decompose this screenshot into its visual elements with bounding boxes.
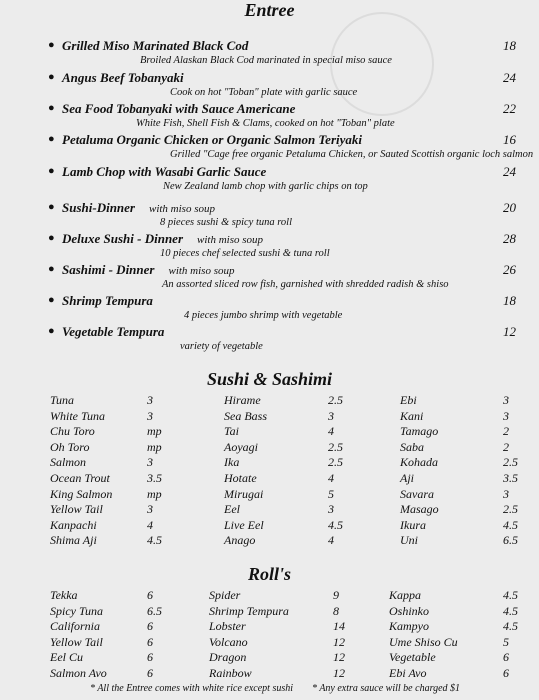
rolls-item-name: Dragon (209, 650, 247, 665)
entree-name (62, 293, 167, 309)
footer-note-rice: * All the Entree comes with white rice except sushi (90, 683, 294, 694)
entree-name-text: Petaluma Organic Chicken or Organic Salmon Teriyaki (62, 132, 362, 147)
bullet-icon: ● (48, 201, 55, 213)
entree-description: Broiled Alaskan Black Cod marinated in special miso sauce (140, 55, 392, 66)
entree-price: 24 (503, 70, 516, 85)
sushi-item-price: mp (147, 439, 162, 454)
entree-subnote: with miso soup (148, 203, 215, 215)
rolls-item-price: 6 (147, 650, 153, 665)
sushi-item-name: Salmon (50, 455, 86, 470)
rolls-item-name: Salmon Avo (50, 666, 107, 680)
rolls-item-name: Yellow Tail (50, 634, 103, 649)
sushi-item-name: Tuna (50, 393, 75, 407)
sushi-item-name: Chu Toro (50, 424, 95, 439)
entree-name (62, 231, 263, 247)
sushi-sashimi-heading: Sushi & Sashimi (206, 369, 333, 389)
sushi-item-price: mp (147, 424, 162, 439)
entree-description: Cook on hot "Toban" plate with garlic sauce (170, 87, 358, 98)
sushi-item-name: Live Eel (224, 517, 264, 532)
rolls-item-price: 4.5 (503, 619, 518, 634)
entree-row (0, 293, 539, 311)
entree-row (0, 200, 539, 218)
sushi-item-price: 3 (328, 502, 334, 517)
bullet-icon: ● (48, 71, 55, 83)
rolls-item-name: Vegetable (389, 650, 436, 665)
rolls-item-price: 9 (333, 588, 339, 602)
sushi-item-name: Kanpachi (50, 517, 97, 532)
entree-price: 28 (503, 231, 516, 246)
entree-description: An assorted sliced row fish, garnished with shredded radish & shiso (162, 279, 449, 290)
sushi-item-name: Shima Aji (50, 533, 97, 548)
rolls-item-name: Shrimp Tempura (209, 603, 289, 618)
sushi-item-price: 3 (503, 408, 509, 423)
entree-name (62, 200, 215, 216)
sushi-item-name: King Salmon (50, 486, 113, 501)
sushi-item-name: Hirame (224, 393, 261, 407)
sushi-item-price: 2.5 (328, 393, 343, 407)
rolls-item-price: 6 (503, 666, 509, 680)
bullet-icon: ● (48, 294, 55, 306)
entree-row (0, 38, 539, 56)
footer-note-sauce: * Any extra sauce will be charged $1 (312, 683, 461, 694)
bullet-icon: ● (48, 133, 55, 145)
entree-price: 26 (503, 262, 516, 277)
rolls-item-price: 5 (503, 634, 509, 649)
entree-name (62, 164, 280, 180)
sushi-item-name: Oh Toro (50, 439, 90, 454)
entree-price: 18 (503, 293, 516, 308)
sushi-item-name: Sea Bass (224, 408, 267, 423)
rolls-item-price: 6 (503, 650, 509, 665)
sushi-item-price: 3 (503, 393, 509, 407)
entree-subnote: with miso soup (168, 265, 235, 277)
sushi-item-price: 5 (328, 486, 334, 501)
entree-description: 4 pieces jumbo shrimp with vegetable (184, 310, 343, 321)
rolls-item-price: 6.5 (147, 603, 162, 618)
entree-row (0, 70, 539, 88)
rolls-item-name: Tekka (50, 588, 78, 602)
sushi-item-price: 3 (147, 393, 153, 407)
sushi-item-name: Ika (224, 455, 240, 470)
entree-name (62, 70, 198, 86)
entree-price: 18 (503, 38, 516, 53)
bullet-icon: ● (48, 263, 55, 275)
sushi-item-name: Eel (224, 502, 240, 517)
entree-price: 16 (503, 132, 516, 147)
entree-row (0, 101, 539, 119)
sushi-item-price: 2 (503, 424, 509, 439)
entree-name-text: Deluxe Sushi - Dinner (62, 231, 183, 246)
sushi-item-price: 4 (328, 471, 334, 485)
entree-description: 8 pieces sushi & spicy tuna roll (160, 217, 293, 228)
bullet-icon: ● (48, 165, 55, 177)
entree-name-text: Grilled Miso Marinated Black Cod (62, 38, 249, 53)
sushi-item-price: 4 (147, 517, 153, 532)
rolls-item-price: 12 (333, 650, 345, 665)
rolls-item-name: Spicy Tuna (50, 603, 103, 618)
rolls-item-name: California (50, 619, 101, 634)
sushi-item-price: 3.5 (503, 471, 518, 485)
entree-row (0, 164, 539, 182)
entree-name (62, 324, 178, 340)
entree-name-text: Sea Food Tobanyaki with Sauce Americane (62, 101, 296, 116)
rolls-item-name: Spider (209, 588, 241, 602)
rolls-item-name: Ebi Avo (389, 666, 427, 680)
sushi-item-name: Ocean Trout (50, 471, 110, 485)
rolls-item-name: Kappa (389, 588, 422, 602)
rolls-item-price: 4.5 (503, 603, 518, 618)
sushi-item-price: 4.5 (503, 517, 518, 532)
sushi-item-name: Aoyagi (224, 439, 258, 454)
sushi-item-name: Tamago (400, 424, 439, 439)
entree-description: Grilled "Cage free organic Petaluma Chicken, or Sauted Scottish organic loch salmon (170, 149, 534, 160)
entree-row (0, 132, 539, 150)
entree-name (62, 262, 235, 278)
entree-row (0, 262, 539, 280)
sushi-item-name: Anago (224, 533, 256, 548)
rolls-item-name: Oshinko (389, 603, 429, 618)
entree-price: 24 (503, 164, 516, 179)
sushi-item-price: 3 (147, 455, 153, 470)
entree-name-text: Shrimp Tempura (62, 293, 153, 308)
sushi-item-price: 6.5 (503, 533, 518, 548)
sushi-item-name: Ebi (400, 393, 417, 407)
sushi-item-name: Mirugai (224, 486, 264, 501)
entree-subnote: with miso soup (197, 234, 264, 246)
rolls-item-price: 4.5 (503, 588, 518, 602)
sushi-item-name: Kani (400, 408, 424, 423)
bullet-icon: ● (48, 102, 55, 114)
sushi-item-price: 4 (328, 424, 334, 439)
entree-row (0, 324, 539, 342)
sushi-item-price: 2.5 (328, 439, 343, 454)
sushi-item-name: Yellow Tail (50, 502, 103, 517)
sushi-item-name: Ikura (400, 517, 426, 532)
sushi-item-name: Tai (224, 424, 239, 439)
bullet-icon: ● (48, 325, 55, 337)
sushi-item-price: mp (147, 486, 162, 501)
bullet-icon: ● (48, 232, 55, 244)
rolls-item-price: 6 (147, 619, 153, 634)
sushi-item-price: 2 (503, 439, 509, 454)
rolls-item-price: 6 (147, 588, 153, 602)
entree-description: New Zealand lamb chop with garlic chips on top (163, 181, 368, 192)
bullet-icon: ● (48, 39, 55, 51)
entree-name-text: Angus Beef Tobanyaki (62, 70, 184, 85)
sushi-item-price: 3 (503, 486, 509, 501)
rolls-item-name: Kampyo (389, 619, 429, 634)
entree-price: 22 (503, 101, 516, 116)
rolls-item-name: Rainbow (209, 666, 252, 680)
rolls-item-name: Ume Shiso Cu (389, 634, 458, 649)
entree-price: 12 (503, 324, 516, 339)
sushi-item-price: 4 (328, 533, 334, 548)
sushi-item-price: 2.5 (503, 502, 518, 517)
sushi-item-name: Aji (400, 471, 414, 485)
sushi-item-price: 3 (328, 408, 334, 423)
sushi-item-price: 2.5 (328, 455, 343, 470)
entree-name-text: Vegetable Tempura (62, 324, 165, 339)
entree-description: White Fish, Shell Fish & Clams, cooked on hot "Toban" plate (136, 118, 395, 129)
rolls-item-price: 8 (333, 603, 339, 618)
sushi-item-price: 3 (147, 408, 153, 423)
entree-price: 20 (503, 200, 516, 215)
entree-name (62, 38, 262, 54)
sushi-item-price: 4.5 (147, 533, 162, 548)
rolls-item-price: 6 (147, 666, 153, 680)
entree-name (62, 101, 309, 117)
entree-heading: Entree (244, 0, 295, 20)
rolls-item-name: Lobster (209, 619, 246, 634)
entree-row (0, 231, 539, 249)
rolls-item-price: 6 (147, 634, 153, 649)
entree-name-text: Sushi-Dinner (62, 200, 135, 215)
sushi-item-price: 3 (147, 502, 153, 517)
sushi-item-name: White Tuna (50, 408, 106, 423)
sushi-item-name: Hotate (224, 471, 257, 485)
sushi-item-name: Savara (400, 486, 434, 501)
sushi-item-price: 4.5 (328, 517, 343, 532)
entree-name-text: Lamb Chop with Wasabi Garlic Sauce (62, 164, 267, 179)
sushi-item-name: Kohada (400, 455, 439, 470)
entree-description: variety of vegetable (180, 341, 263, 352)
sushi-item-name: Saba (400, 439, 424, 454)
sushi-item-name: Uni (400, 533, 418, 548)
rolls-heading: Roll's (247, 564, 291, 584)
sushi-item-name: Masago (400, 502, 439, 517)
sushi-item-price: 3.5 (147, 471, 162, 485)
rolls-item-price: 12 (333, 666, 345, 680)
rolls-item-name: Volcano (209, 634, 248, 649)
entree-description: 10 pieces chef selected sushi & tuna roll (160, 248, 330, 259)
entree-name (62, 132, 376, 148)
rolls-item-name: Eel Cu (50, 650, 83, 665)
entree-name-text: Sashimi - Dinner (62, 262, 155, 277)
sushi-item-price: 2.5 (503, 455, 518, 470)
rolls-item-price: 14 (333, 619, 345, 634)
rolls-item-price: 12 (333, 634, 345, 649)
